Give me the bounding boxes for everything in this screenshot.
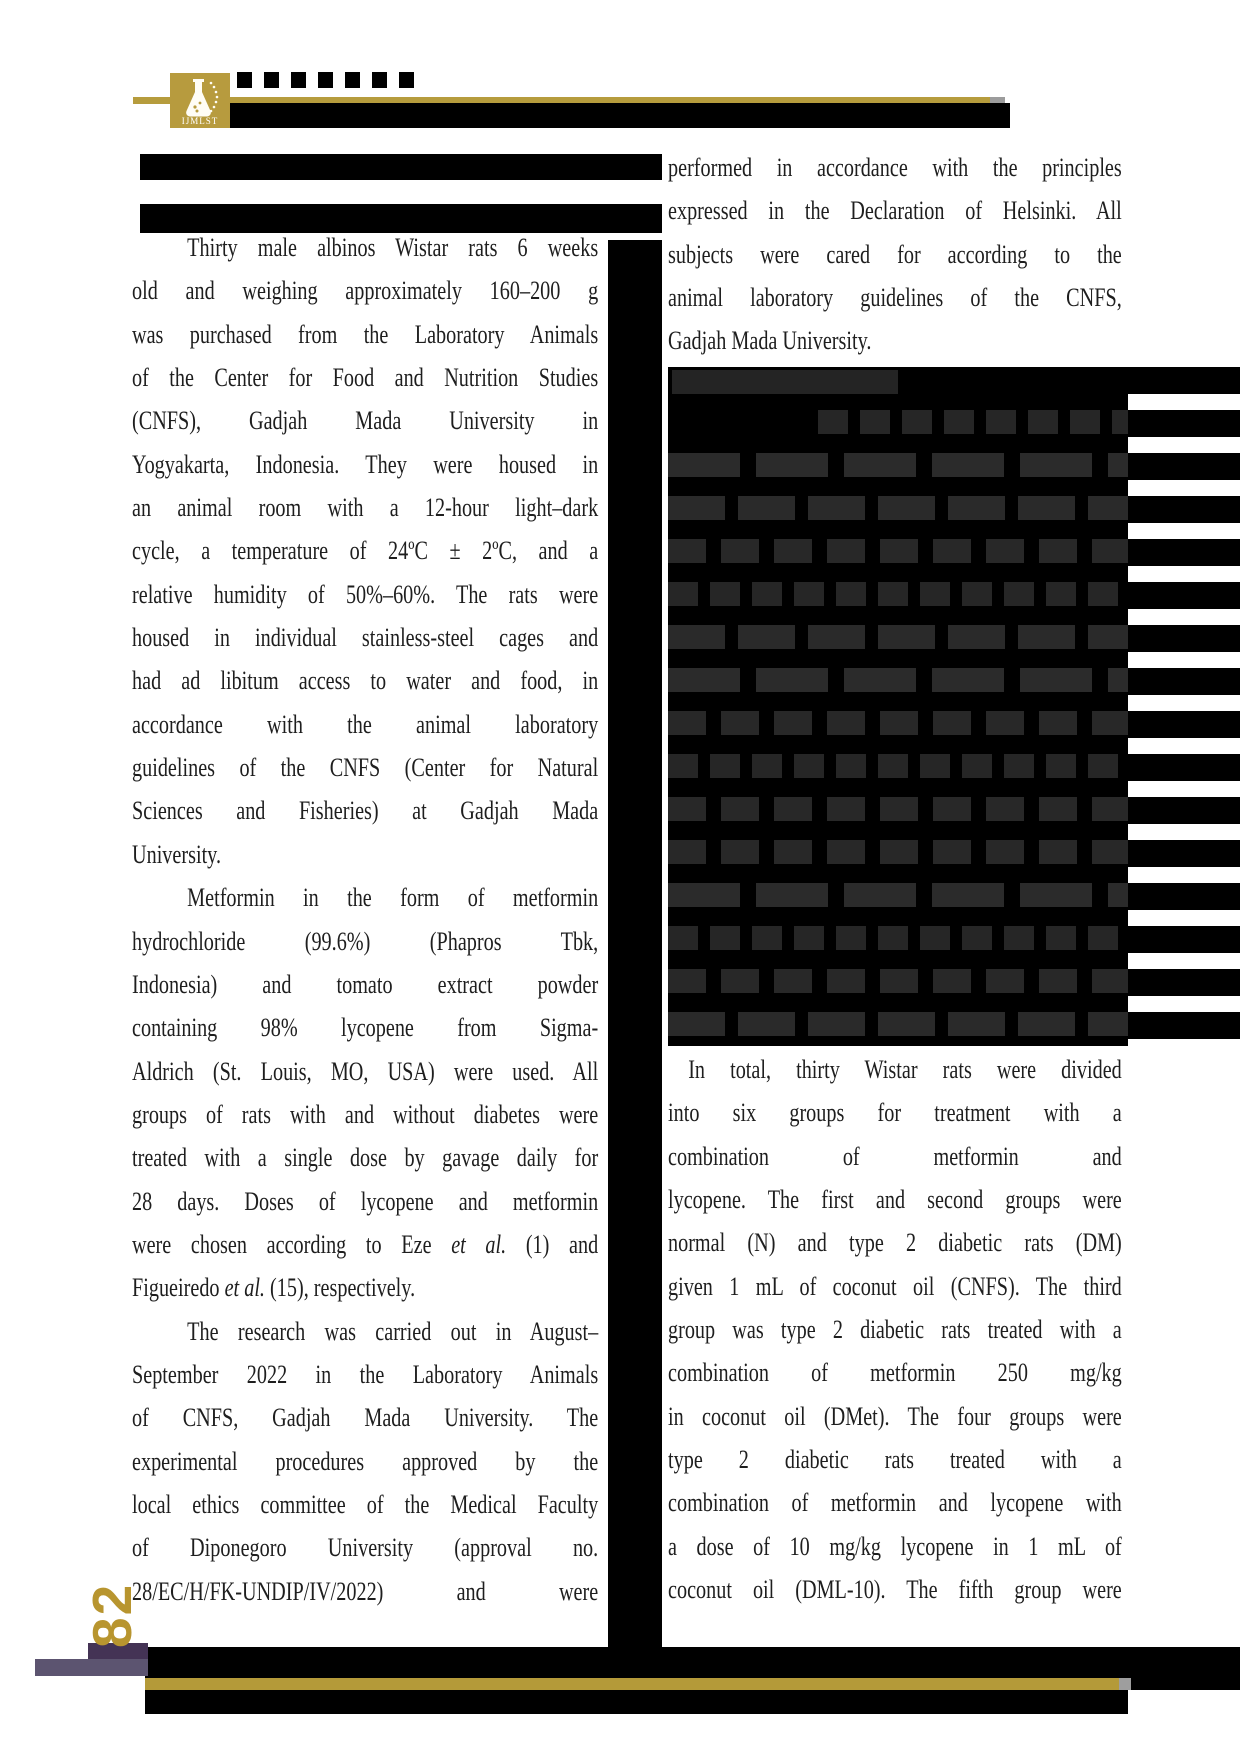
text-line: Figueiredo et al. (15), respectively. [132,1273,416,1303]
footer-black-band-right [1128,1647,1240,1690]
text-line: of CNFS, Gadjah Mada University. The [132,1403,599,1433]
left-column-redaction-bar-1 [140,154,662,180]
redacted-line [668,883,1128,907]
text-line: given 1 mL of coconut oil (CNFS). The third [668,1271,1122,1301]
footer-gold-rule-cap [1119,1678,1131,1690]
text-line: was purchased from the Laboratory Animals [132,319,599,349]
redacted-line [668,926,1128,950]
text-line: September 2022 in the Laboratory Animals [132,1359,599,1389]
text-line: lycopene. The first and second groups were [668,1185,1122,1215]
gutter-redaction-strip [608,240,662,1648]
text-line: old and weighing approximately 160–200 g [132,276,599,306]
redaction-right-edge-bars [1128,367,1240,1046]
redacted-line [668,625,1128,649]
redacted-section-heading [672,370,898,394]
redacted-line [668,797,1128,821]
text-line: hydrochloride (99.6%) (Phapros Tbk, [132,926,599,956]
footer-gold-rule [145,1678,1119,1690]
text-line: a dose of 10 mg/kg lycopene in 1 mL of [668,1531,1122,1561]
text-line: coconut oil (DML-10). The fifth group were [668,1575,1122,1605]
redacted-line [668,711,1128,735]
text-line: expressed in the Declaration of Helsinki. All [668,196,1122,226]
text-line: Gadjah Mada University. [668,326,872,356]
text-line: guidelines of the CNFS (Center for Natural [132,753,599,783]
text-line: housed in individual stainless-steel cages and [132,623,599,653]
header-redacted-text-fragments [237,72,419,88]
redacted-line [668,453,1128,477]
text-line: The research was carried out in August– [187,1316,599,1346]
text-line: cycle, a temperature of 24ºC ± 2ºC, and a [132,536,599,566]
redacted-line [668,840,1128,864]
text-line: performed in accordance with the principles [668,153,1122,182]
redacted-line [668,668,1128,692]
text-line: group was type 2 diabetic rats treated with a [668,1315,1122,1345]
redacted-line [818,410,1128,434]
text-line: combination of metformin and lycopene with [668,1488,1122,1518]
right-column-paragraph-2 [668,1048,1122,1611]
text-line: of Diponegoro University (approval no. [132,1533,599,1563]
text-line: University. [132,839,222,869]
redacted-line [668,582,1128,606]
journal-logo-text: IJMLST [181,116,219,126]
text-line: Thirty male albinos Wistar rats 6 weeks [187,233,599,262]
text-line: 28 days. Doses of lycopene and metformin [132,1186,599,1216]
flask-icon [170,73,230,128]
page-number: 82 [81,1582,143,1648]
text-line: animal laboratory guidelines of the CNFS, [668,283,1122,313]
text-line: 28/EC/H/FK-UNDIP/IV/2022) and were [132,1576,599,1606]
text-line: Yogyakarta, Indonesia. They were housed in [132,449,599,479]
redacted-line [668,969,1128,993]
redacted-line [668,496,1128,520]
redacted-line [668,1012,1128,1036]
text-line: into six groups for treatment with a [668,1098,1122,1128]
left-column-text [132,226,598,1613]
text-line: an animal room with a 12-hour light–dark [132,493,599,523]
text-line: Indonesia) and tomato extract powder [132,969,599,999]
text-line: accordance with the animal laboratory [132,709,599,739]
text-line: were chosen according to Eze et al. (1) and [132,1229,599,1259]
text-line: relative humidity of 50%–60%. The rats were [132,579,599,609]
text-line: groups of rats with and without diabetes were [132,1099,599,1129]
redacted-text-rows [668,410,1128,1036]
redacted-line [668,539,1128,563]
text-line: treated with a single dose by gavage daily for [132,1143,599,1173]
text-line: combination of metformin and [668,1141,1122,1171]
header-redaction-bar [230,103,1010,128]
text-line: (CNFS), Gadjah Mada University in [132,406,599,436]
footer-purple-bar-light [35,1659,148,1676]
text-line: normal (N) and type 2 diabetic rats (DM) [668,1228,1122,1258]
text-line: Sciences and Fisheries) at Gadjah Mada [132,796,599,826]
text-line: type 2 diabetic rats treated with a [668,1445,1122,1475]
text-line: combination of metformin 250 mg/kg [668,1358,1122,1388]
text-line: subjects were cared for according to the [668,239,1122,269]
right-column-paragraph-1 [668,146,1122,363]
journal-logo [170,73,230,128]
text-line: Aldrich (St. Louis, MO, USA) were used. All [132,1056,599,1086]
text-line: in coconut oil (DMet). The four groups were [668,1401,1122,1431]
text-line: of the Center for Food and Nutrition Studies [132,363,599,393]
text-line: experimental procedures approved by the [132,1446,599,1476]
text-line: local ethics committee of the Medical Faculty [132,1489,599,1519]
text-line: Metformin in the form of metformin [187,883,599,913]
text-line: had ad libitum access to water and food, in [132,666,599,696]
redacted-line [668,754,1128,778]
text-line: containing 98% lycopene from Sigma- [132,1013,599,1043]
text-line: In total, thirty Wistar rats were divided [688,1055,1122,1084]
